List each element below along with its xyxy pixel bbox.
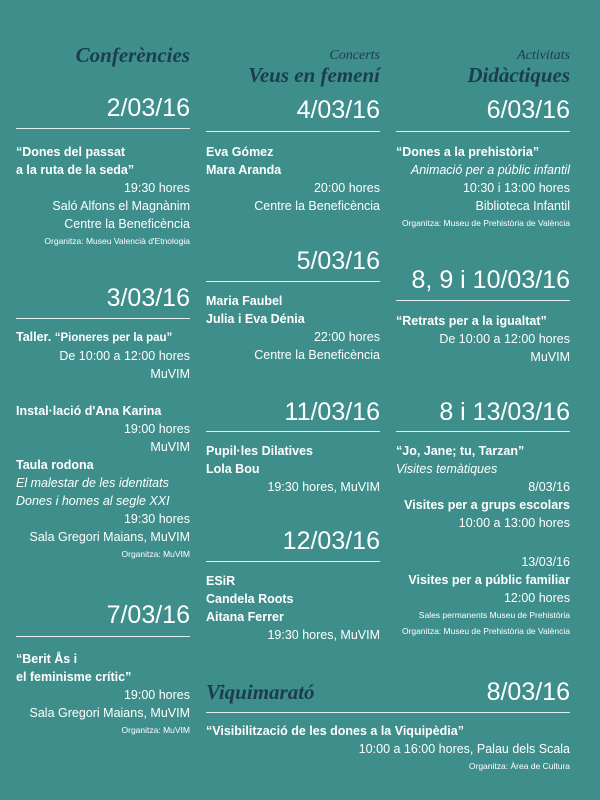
event-block-concert-1: Eva Gómez Mara Aranda 20:00 hores Centre la Beneficència bbox=[206, 145, 380, 213]
event-block-concert-4: ESiR Candela Roots Aitana Ferrer 19:30 hores, MuVIM bbox=[206, 574, 380, 642]
section-header-concerts: Concerts Veus en femení bbox=[248, 48, 380, 87]
event-date: 8/03/16 bbox=[486, 678, 570, 706]
event-date: 12/03/16 bbox=[282, 527, 380, 555]
divider bbox=[396, 131, 570, 132]
event-block-concert-3: Pupil·les Dilatives Lola Bou 19:30 hores, MuVIM bbox=[206, 444, 380, 494]
divider bbox=[206, 281, 380, 282]
divider bbox=[206, 561, 380, 562]
event-date: 3/03/16 bbox=[106, 284, 190, 312]
section-header-activitats: Activitats Didàctiques bbox=[467, 48, 570, 87]
event-date: 2/03/16 bbox=[106, 94, 190, 122]
event-date: 11/03/16 bbox=[284, 398, 380, 426]
divider bbox=[396, 300, 570, 301]
event-block-berit-as: “Berit Ås i el feminisme crític” 19:00 hores Sala Gregori Maians, MuVIM Organitza: MuVIM bbox=[16, 652, 190, 735]
event-block-jane-tarzan: “Jo, Jane; tu, Tarzan” Visites temàtiques 8/03/16 Visites per a grups escolars 10:00 a 13:00 hores bbox=[396, 444, 570, 530]
event-block-pioneres: Taller. “Pioneres per la pau” De 10:00 a 12:00 hores MuVIM bbox=[16, 330, 190, 381]
divider bbox=[206, 431, 380, 432]
divider bbox=[396, 431, 570, 432]
event-date: 4/03/16 bbox=[296, 96, 380, 124]
divider bbox=[16, 636, 190, 637]
event-date: 8, 9 i 10/03/16 bbox=[411, 266, 570, 294]
divider bbox=[16, 128, 190, 129]
divider bbox=[206, 712, 570, 713]
divider bbox=[16, 318, 190, 319]
event-block-installacio: Instal·lació d'Ana Karina 19:00 hores MuVIM Taula rodona El malestar de les identitats Dones i homes al segle XXI 19:30 hores Sala Gregori Maians, MuVIM Organitza: MuVIM bbox=[16, 404, 190, 559]
event-block-viquipedia: “Visibilització de les dones a la Viquipèdia” 10:00 a 16:00 hores, Palau dels Scala Organitza: Àrea de Cultura bbox=[206, 724, 570, 771]
divider bbox=[206, 131, 380, 132]
event-block-concert-2: Maria Faubel Julia i Eva Dénia 22:00 hores Centre la Beneficència bbox=[206, 294, 380, 362]
event-block-prehistoria: “Dones a la prehistòria” Animació per a públic infantil 10:30 i 13:00 hores Biblioteca Infantil Organitza: Museu de Prehistòria de València bbox=[396, 145, 570, 228]
event-date: 8 i 13/03/16 bbox=[439, 398, 570, 426]
event-date: 6/03/16 bbox=[486, 96, 570, 124]
event-date: 5/03/16 bbox=[296, 247, 380, 275]
event-block-jane-tarzan-familiar: 13/03/16 Visites per a públic familiar 12:00 hores Sales permanents Museu de Prehistòria Organitza: Museu de Prehistòria de València bbox=[401, 555, 570, 636]
event-block-silk-road: “Dones del passat a la ruta de la seda” 19:30 hores Saló Alfons el Magnànim Centre la Beneficència Organitza: Museu Valencià d'Etnologia bbox=[16, 145, 190, 246]
section-header-viquimarato: Viquimarató bbox=[206, 680, 315, 704]
event-date: 7/03/16 bbox=[106, 601, 190, 629]
event-block-retrats: “Retrats per a la igualtat” De 10:00 a 12:00 hores MuVIM bbox=[396, 314, 570, 364]
section-header-conferencies: Conferències bbox=[75, 43, 190, 67]
